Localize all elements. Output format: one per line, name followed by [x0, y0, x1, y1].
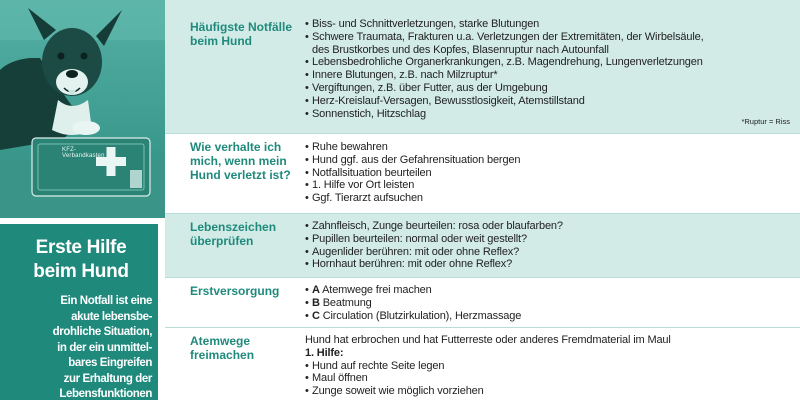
list-item: • Lebensbedrohliche Organerkrankungen, z.B. Magendrehung, Lungenverletzungen	[305, 56, 795, 69]
table-row	[165, 328, 800, 400]
row-category	[190, 334, 298, 362]
intro-line: zur Erhaltung der	[63, 372, 152, 385]
row-items	[305, 141, 795, 205]
sidebar	[0, 0, 165, 400]
intro-line: Lebensfunktionen	[59, 388, 152, 400]
list-item: • Hund ggf. aus der Gefahrensituation bergen	[305, 154, 795, 167]
table-row	[165, 214, 800, 277]
step-text: Beatmung	[322, 296, 372, 309]
category-line: Lebenszeichen	[190, 220, 277, 234]
list-item	[305, 297, 795, 310]
list-item: • Zunge soweit wie möglich vorziehen	[305, 385, 795, 398]
intro-line: akute lebensbe-	[71, 310, 152, 323]
list-item	[305, 310, 795, 323]
intro-line: bares Eingreifen	[68, 357, 152, 369]
intro-line: drohliche Situation,	[52, 326, 152, 338]
intro-line: in der ein unmittel-	[57, 341, 152, 354]
step-letter: A	[312, 284, 320, 296]
list-item-continuation: des Brustkorbes und des Kopfes, Blasenruptur nach Autounfall	[312, 43, 609, 56]
category-line: freimachen	[190, 348, 255, 362]
dog-eye-left	[58, 53, 65, 60]
category-line: Wie verhalte ich	[190, 140, 282, 154]
dog-illustration	[0, 0, 165, 218]
row-items	[305, 284, 795, 322]
dog-photo	[0, 0, 165, 218]
list-item: • Pupillen beurteilen: normal oder weit gestellt?	[305, 233, 795, 246]
list-item: • Vergiftungen, z.B. über Futter, aus der Umgebung	[305, 82, 795, 95]
dog-nose	[66, 70, 78, 78]
list-item: • Notfallsituation beurteilen	[305, 167, 795, 180]
step-text: Circulation (Blutzirkulation), Herzmassage	[322, 309, 522, 322]
table-row	[165, 134, 800, 213]
dog-eye-right	[81, 53, 88, 60]
list-item: • Innere Blutungen, z.B. nach Milzruptur*	[305, 69, 795, 82]
step-letter: B	[312, 296, 320, 309]
list-item: • Maul öffnen	[305, 372, 795, 385]
dog-paw	[72, 121, 100, 135]
list-item: • Hund auf rechte Seite legen	[305, 360, 795, 373]
panel-intro-text	[22, 294, 152, 403]
row-items	[305, 220, 795, 271]
panel-title	[6, 236, 156, 284]
list-item: • Herz-Kreislauf-Versagen, Bewusstlosigkeit, Atemstillstand	[305, 95, 795, 108]
first-aid-table	[165, 0, 800, 400]
list-item	[305, 284, 795, 297]
row-category	[190, 220, 298, 248]
panel-title-line: Erste Hilfe	[35, 237, 127, 258]
panel-title-line: beim Hund	[33, 261, 129, 282]
list-item: • Ggf. Tierarzt aufsuchen	[305, 192, 795, 205]
intro-line: Ein Notfall ist eine	[60, 295, 152, 307]
table-row	[165, 278, 800, 327]
list-item: • 1. Hilfe vor Ort leisten	[305, 179, 795, 192]
section-subheading	[305, 347, 795, 360]
category-line: mich, wenn mein	[190, 154, 287, 168]
step-text: Atemwege frei machen	[322, 284, 432, 296]
intro-panel	[0, 224, 158, 400]
row-items	[305, 18, 795, 120]
list-item: • Augenlider berühren: mit oder ohne Reflex?	[305, 246, 795, 259]
category-line: überprüfen	[190, 234, 254, 248]
row-category	[190, 140, 298, 182]
list-item: • Biss- und Schnittverletzungen, starke Blutungen	[305, 18, 795, 31]
step-letter: C	[312, 309, 320, 322]
footnote: *Ruptur = Riss	[741, 117, 790, 126]
category-line: Hund verletzt ist?	[190, 168, 291, 182]
list-item: • Hornhaut berühren: mit oder ohne Reflex?	[305, 258, 795, 271]
list-item: • Schwere Traumata, Frakturen u.a. Verletzungen der Extremitäten, der Wirbelsäule,	[305, 31, 795, 44]
list-item: • Sonnenstich, Hitzschlag	[305, 108, 795, 121]
row-category	[190, 284, 298, 298]
row-category	[190, 20, 298, 48]
category-line: Erstversorgung	[190, 284, 280, 298]
category-line: Häufigste Notfälle	[190, 20, 293, 34]
subheading-text: 1. Hilfe:	[305, 346, 344, 359]
list-item: • Ruhe bewahren	[305, 141, 795, 154]
table-row	[165, 0, 800, 133]
row-items	[305, 334, 795, 398]
kit-label: KFZ-Verbandkasten	[62, 147, 105, 159]
category-line: beim Hund	[190, 34, 252, 48]
list-item: • Zahnfleisch, Zunge beurteilen: rosa oder blaufarben?	[305, 220, 795, 233]
section-intro: Hund hat erbrochen und hat Futterreste oder anderes Fremdmaterial im Maul	[305, 334, 671, 346]
category-line: Atemwege	[190, 334, 251, 348]
